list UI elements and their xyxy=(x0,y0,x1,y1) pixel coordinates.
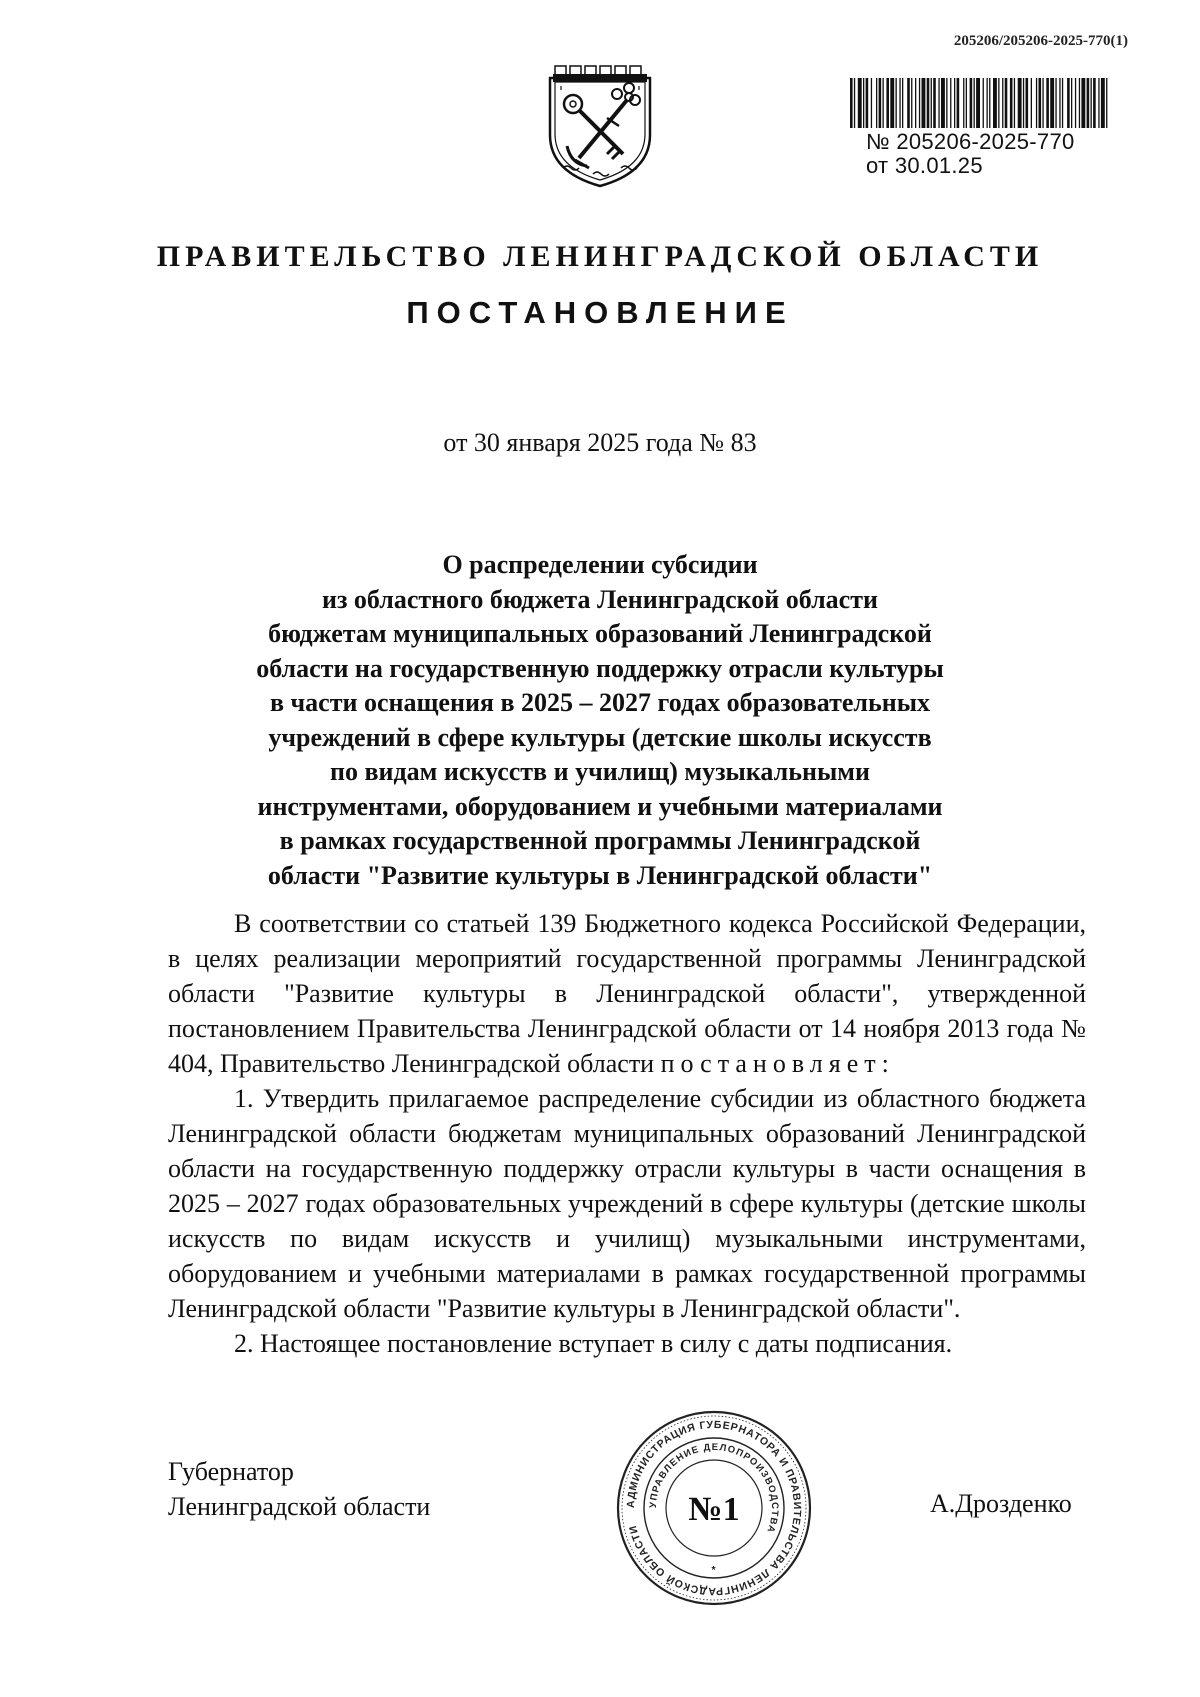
barcode-bar xyxy=(854,78,855,128)
subject-line: учреждений в сфере культуры (детские школы искусств xyxy=(268,722,932,752)
barcode-bar xyxy=(871,78,872,128)
barcode-bar xyxy=(1093,78,1096,128)
barcode-bar xyxy=(976,78,980,128)
document-body xyxy=(168,906,1086,1361)
barcode-bar xyxy=(883,78,884,128)
barcode-bar xyxy=(879,78,882,128)
barcode-bar xyxy=(1055,78,1056,128)
barcode-bar xyxy=(915,78,916,128)
barcode-bar xyxy=(1087,78,1090,128)
barcode-bar xyxy=(933,78,936,128)
barcode-bar xyxy=(1042,78,1043,128)
barcode-bar xyxy=(1036,78,1037,128)
preamble-text: В соответствии со статьей 139 Бюджетного кодекса Российской Федерации, в целях реализации мероприятий государственной программы Ленинградской области "Развитие культуры в Ленинградской области", утвержденной постановлением Правительства Ленинградской области от 14 ноября 2013 года № 404, Правительство Ленинградской области xyxy=(168,909,1086,1078)
subject-line: О распределении субсидии xyxy=(442,550,758,579)
barcode-bar xyxy=(850,78,853,128)
preamble-paragraph xyxy=(168,906,1086,1081)
barcode-bar xyxy=(963,78,964,128)
barcode-bar xyxy=(1106,78,1107,128)
barcode-bar xyxy=(970,78,973,128)
barcode-bar xyxy=(998,78,999,128)
barcode-bar xyxy=(1059,78,1060,128)
document-date-number: от 30 января 2025 года № 83 xyxy=(443,428,757,457)
barcode-bar xyxy=(927,78,930,128)
barcode-bar xyxy=(1046,78,1049,128)
barcode-bar xyxy=(1014,78,1015,128)
barcode-bar xyxy=(957,78,960,128)
signatory-position-line: Ленинградской области xyxy=(168,1492,431,1521)
official-seal xyxy=(614,1408,814,1608)
barcode-bar xyxy=(1026,78,1029,128)
barcode-bar xyxy=(866,78,869,128)
barcode-bar xyxy=(1031,78,1032,128)
barcode-bar xyxy=(1101,78,1105,128)
subject-line: бюджетам муниципальных образований Ленинградской xyxy=(268,619,932,648)
barcode-bar xyxy=(946,78,947,128)
subject-line: области на государственную поддержку отрасли культуры xyxy=(256,653,944,683)
item-2-paragraph: 2. Настоящее постановление вступает в силу с даты подписания. xyxy=(234,1329,953,1358)
barcode-bar xyxy=(1010,78,1013,128)
barcode-bar xyxy=(922,78,926,128)
subject-line: инструментами, оборудованием и учебными материалами xyxy=(257,791,943,821)
barcode-bar xyxy=(954,78,955,128)
barcode-bar xyxy=(989,78,990,128)
barcode-bar xyxy=(1079,78,1080,128)
barcode-bar xyxy=(907,78,910,128)
subject-line: области "Развитие культуры в Ленинградской области" xyxy=(267,860,933,890)
barcode-bar xyxy=(1091,78,1092,128)
document-type: ПОСТАНОВЛЕНИЕ xyxy=(406,295,794,330)
barcode-bar xyxy=(966,78,967,128)
barcode-bar xyxy=(1098,78,1099,128)
barcode-bar xyxy=(1023,78,1024,128)
document-subject xyxy=(150,548,1050,893)
barcode-bar xyxy=(863,78,864,128)
barcode-bar xyxy=(886,78,889,128)
barcode-bar xyxy=(1062,78,1063,128)
barcode-bar xyxy=(974,78,975,128)
subject-line: в части оснащения в 2025 – 2027 годах образовательных xyxy=(269,688,931,717)
subject-line: из областного бюджета Ленинградской области xyxy=(322,584,878,614)
seal-number: №1 xyxy=(688,1491,740,1528)
organization-title: ПРАВИТЕЛЬСТВО ЛЕНИНГРАДСКОЙ ОБЛАСТИ xyxy=(156,240,1044,273)
barcode-bar xyxy=(983,78,984,128)
barcode-bar xyxy=(1002,78,1003,128)
barcode-bar xyxy=(941,78,945,128)
registration-number: № 205206-2025-770 xyxy=(866,129,1075,154)
barcode-bar xyxy=(950,78,951,128)
signatory-name: А.Дрозденко xyxy=(930,1489,1072,1518)
document-code: 205206/205206-2025-770(1) xyxy=(953,33,1128,49)
subject-line: по видам искусств и училищ) музыкальными xyxy=(330,757,870,786)
barcode-bar xyxy=(993,78,997,128)
barcode-icon xyxy=(850,78,1110,128)
barcode-bar xyxy=(1018,78,1022,128)
leningrad-oblast-coat-of-arms-icon xyxy=(545,60,655,190)
barcode-bar xyxy=(1050,78,1054,128)
signatory-position xyxy=(168,1454,430,1524)
barcode-bar xyxy=(987,78,988,128)
barcode-bar xyxy=(1071,78,1072,128)
barcode-bar xyxy=(902,78,903,128)
signatory-position-line: Губернатор xyxy=(168,1457,294,1486)
seal-outer-text: АДМИНИСТРАЦИЯ ГУБЕРНАТОРА И ПРАВИТЕЛЬСТВА ЛЕНИНГРАДСКОЙ ОБЛАСТИ xyxy=(624,1418,804,1598)
resolves-word: постановляет: xyxy=(660,1049,895,1078)
registration-date: от 30.01.25 xyxy=(866,153,983,178)
barcode-bar xyxy=(919,78,920,128)
barcode-bar xyxy=(896,78,897,128)
barcode-bar xyxy=(890,78,894,128)
item-1-paragraph: 1. Утвердить прилагаемое распределение субсидии из областного бюджета Ленинградской области бюджетам муниципальных образований Ленинградской области на государственную поддержку отрасли культуры в части оснащения в 2025 – 2027 годах образовательных учреждений в сфере культуры (детские школы искусств по видам искусств и училищ) музыкальными инструментами, оборудованием и учебными материалами в рамках государственной программы Ленинградской области "Развитие культуры в Ленинградской области". xyxy=(168,1084,1086,1323)
barcode-bar xyxy=(1075,78,1076,128)
barcode-bar xyxy=(938,78,939,128)
seal-inner-text: УПРАВЛЕНИЕ ДЕЛОПРОИЗВОДСТВА xyxy=(647,1441,781,1535)
barcode-bar xyxy=(1039,78,1042,128)
barcode-bar xyxy=(1005,78,1008,128)
barcode-bar xyxy=(858,78,862,128)
barcode-bar xyxy=(931,78,932,128)
barcode-bar xyxy=(876,78,877,128)
barcode-bar xyxy=(1067,78,1070,128)
seal-star: * xyxy=(711,1564,717,1576)
barcode-bar xyxy=(899,78,900,128)
subject-line: в рамках государственной программы Ленинградской xyxy=(279,826,921,855)
barcode-bar xyxy=(911,78,912,128)
barcode-bar xyxy=(1081,78,1085,128)
